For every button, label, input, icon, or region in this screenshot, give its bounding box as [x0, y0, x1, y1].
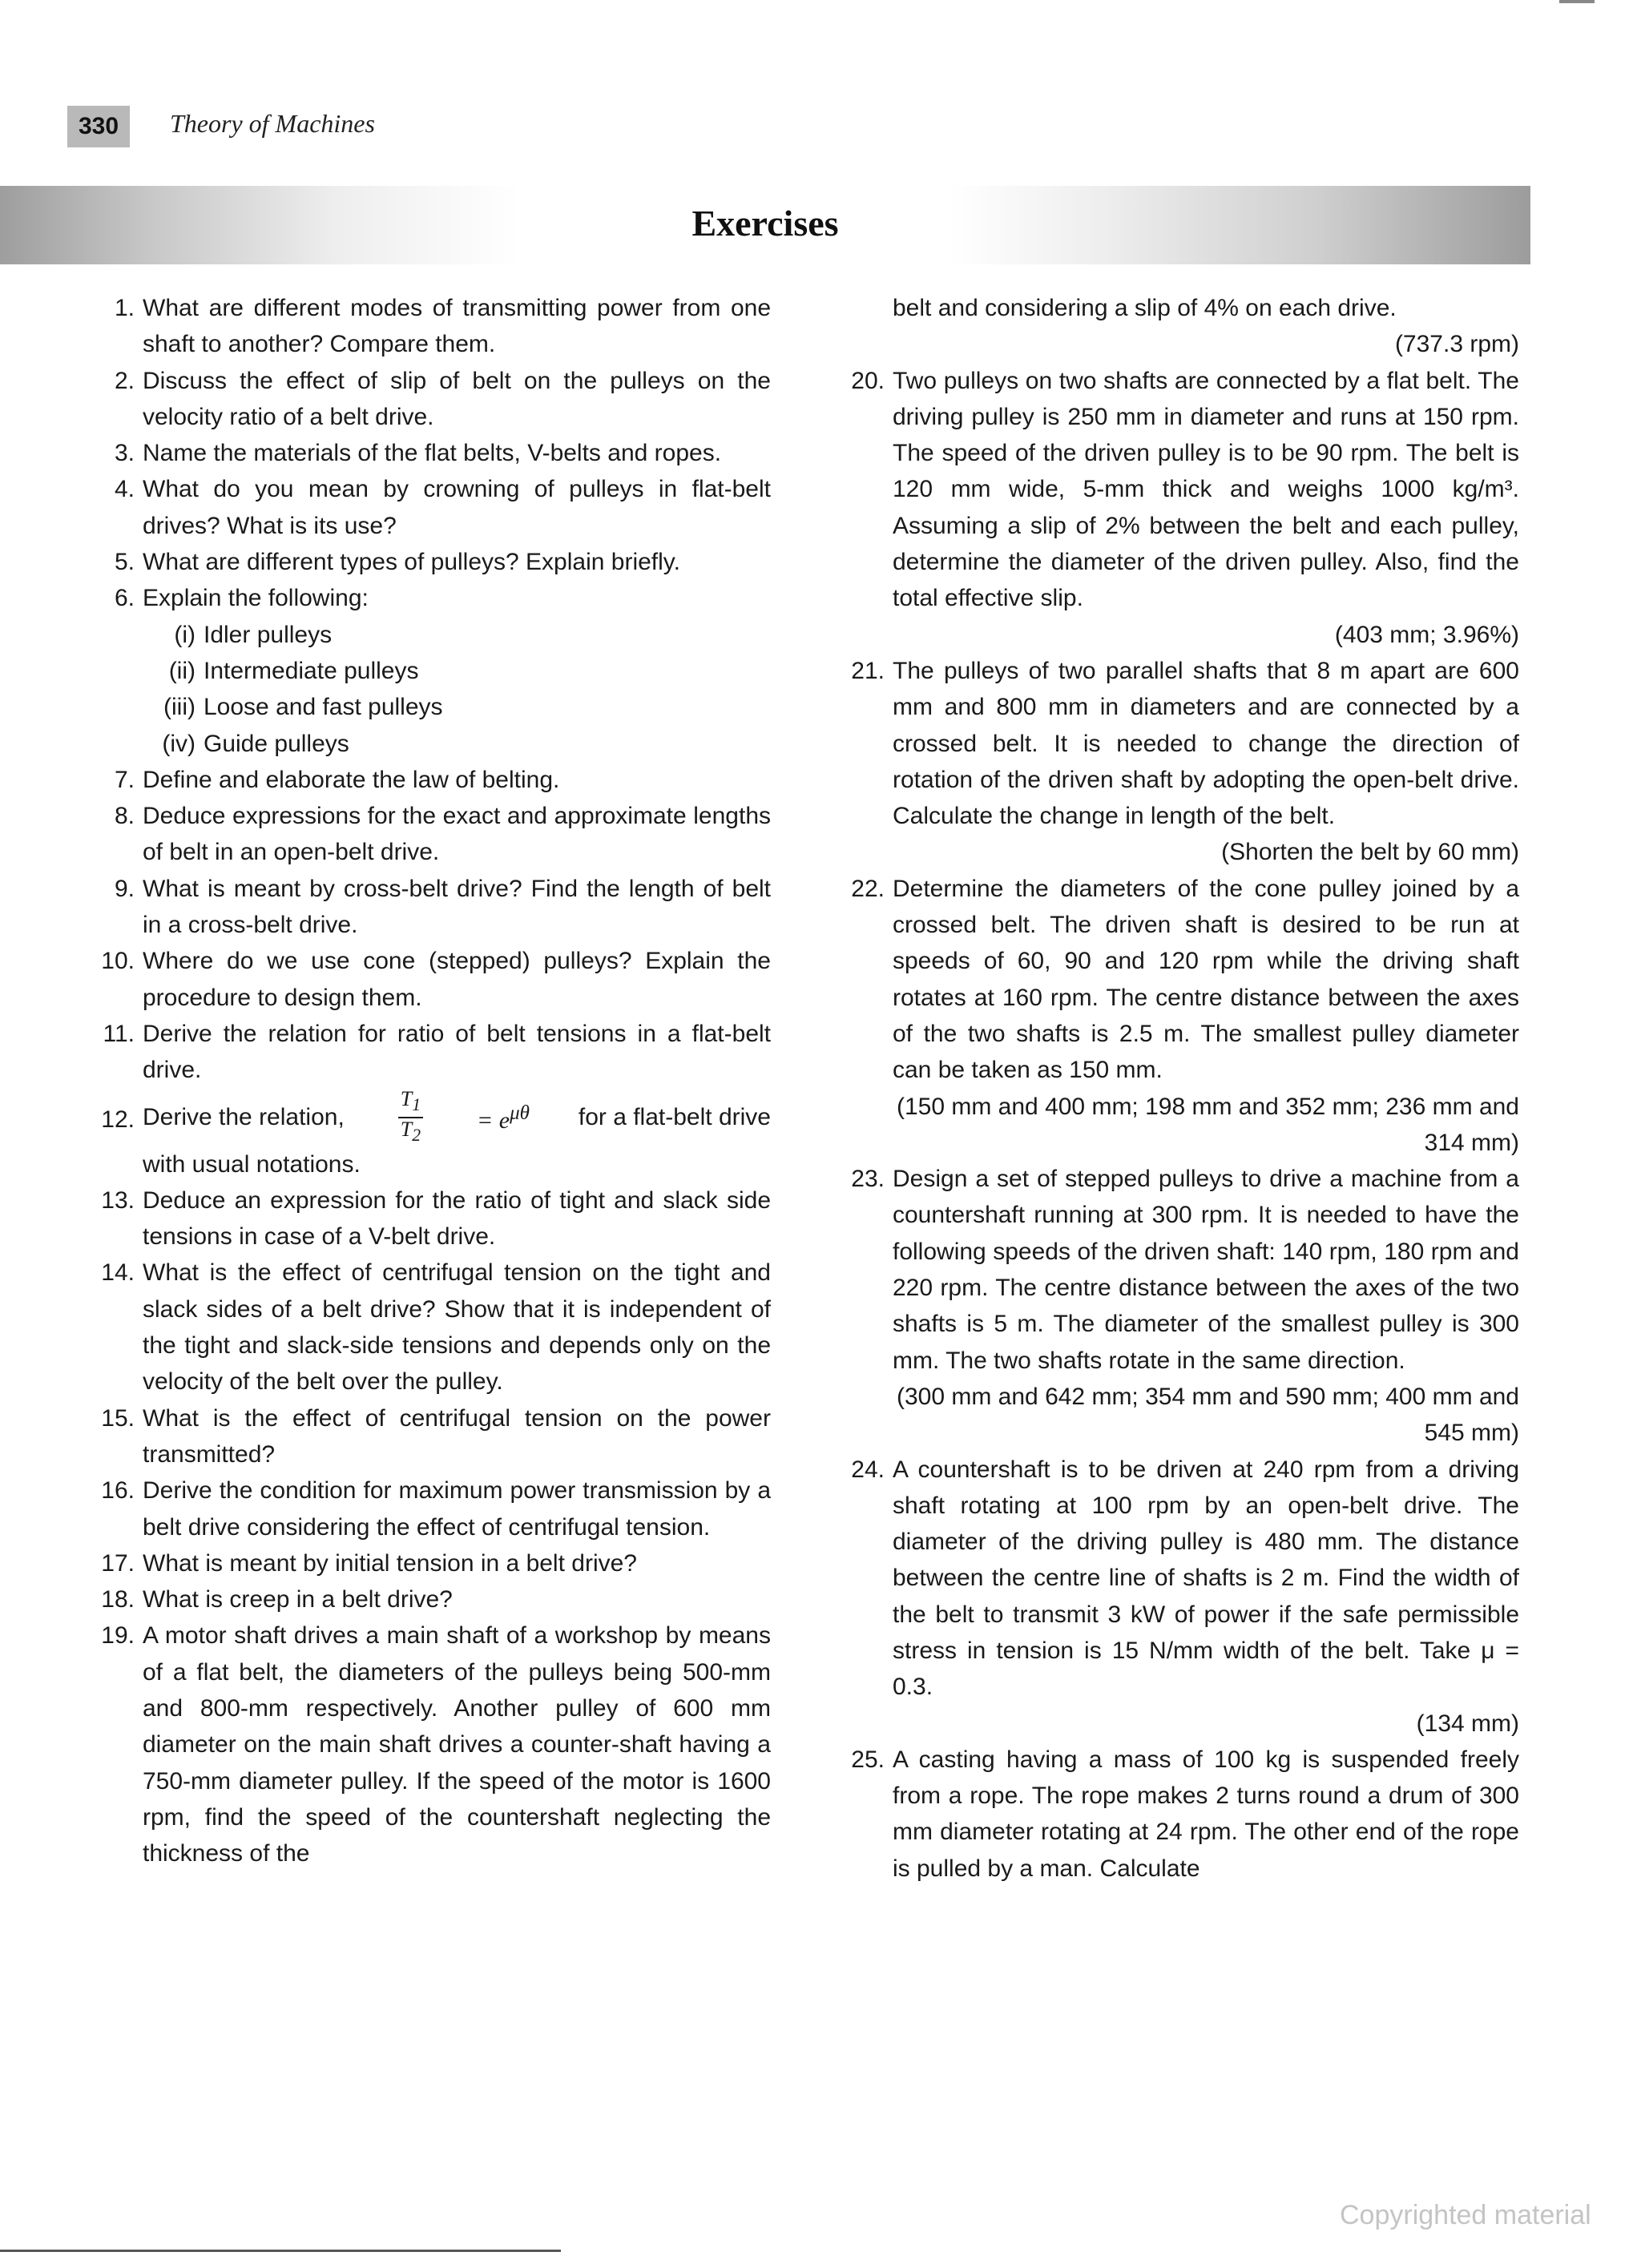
left-column: [88, 290, 771, 1871]
exercise-number: 23.: [851, 1166, 885, 1193]
exercise-item: [838, 1452, 1519, 1742]
exercise-text: What is the effect of centrifugal tension on the tight and slack sides of a belt drive? Show that it is independent of the tight and slack-side tensions and depends only on the velocity of the belt over the pulley.: [143, 1259, 771, 1396]
exercise-number: 18.: [101, 1586, 135, 1613]
exponential-base: = e: [477, 1107, 510, 1134]
exercise-item: [88, 471, 771, 544]
sub-item-roman: (ii): [168, 657, 196, 684]
exercise-number: 5.: [114, 549, 135, 576]
sub-item: [143, 617, 771, 653]
right-column: [838, 290, 1519, 1887]
exercise-text: What is creep in a belt drive?: [143, 1586, 453, 1613]
answer: (403 mm; 3.96%): [1334, 621, 1519, 648]
exercise-number: 22.: [851, 875, 885, 902]
exercise-item: [88, 1581, 771, 1617]
exercise-item: [88, 1255, 771, 1400]
sub-item: [143, 689, 771, 725]
exercise-item: [88, 762, 771, 798]
exercise-number: 24.: [851, 1456, 885, 1483]
exercise-text: Discuss the effect of slip of belt on the pulleys on the velocity ratio of a belt drive.: [143, 367, 771, 430]
exercise-number: 3.: [114, 440, 135, 467]
sub-item-text: Loose and fast pulleys: [204, 694, 443, 721]
exercise-text: A countershaft is to be driven at 240 rpm from a driving shaft rotating at 100 rpm by an open-belt drive. The diameter of the driving pulley is 480 mm. The distance between the centre line of shafts is 2 m. Find the width of the belt to transmit 3 kW of power if the safe permissible stress in tension is 15 N/mm width of the belt. Take μ = 0.3.: [893, 1456, 1519, 1701]
formula-second-line: with usual notations.: [143, 1150, 361, 1178]
exercise-number: 13.: [101, 1186, 135, 1214]
exercise-number: 25.: [851, 1746, 885, 1773]
exercise-number: 20.: [851, 367, 885, 394]
exercise-text: Name the materials of the flat belts, V-belts and ropes.: [143, 440, 722, 467]
exercise-item: [838, 363, 1519, 653]
exercise-item: [88, 435, 771, 471]
exercise-item: [88, 1182, 771, 1255]
answer: (150 mm and 400 mm; 198 mm and 352 mm; 236 mm and 314 mm): [896, 1093, 1519, 1156]
exercise-item: [88, 1472, 771, 1545]
exercise-item: [88, 1545, 771, 1581]
corner-mark: [1559, 0, 1595, 3]
tension-ratio-fraction: [398, 1088, 423, 1146]
exercise-item: [838, 653, 1519, 871]
exercise-text: Explain the following:: [143, 585, 369, 612]
exercise-item: [88, 544, 771, 580]
exercise-item: [838, 1742, 1519, 1887]
page-number: 330: [67, 106, 130, 147]
formula-trail-text: for a flat-belt drive: [578, 1103, 771, 1130]
fraction-denominator: [401, 1118, 421, 1146]
answer: (300 mm and 642 mm; 354 mm and 590 mm; 400 mm and 545 mm): [896, 1383, 1519, 1447]
exercise-text: A motor shaft drives a main shaft of a workshop by means of a flat belt, the diameters of the pulleys being 500-mm and 800-mm respectively. Another pulley of 600 mm diameter on the main shaft drives a counter-shaft having a 750-mm diameter pulley. If the speed of the motor is 1600 rpm, find the speed of the countershaft neglecting the thickness of the: [143, 1622, 771, 1867]
exercise-text: What is the effect of centrifugal tension on the power transmitted?: [143, 1404, 771, 1468]
section-title: Exercises: [691, 203, 839, 244]
exercise-item: [88, 1016, 771, 1089]
exercise-text: Derive the condition for maximum power transmission by a belt drive considering the effect of centrifugal tension.: [143, 1477, 771, 1541]
numerator-subscript: 1: [412, 1095, 421, 1115]
exponential-power: μθ: [510, 1102, 530, 1125]
exercise-item: [88, 871, 771, 944]
sub-item: [143, 726, 771, 762]
section-banner: [0, 186, 1530, 264]
exercise-number: 2.: [114, 367, 135, 394]
exercise-text: Deduce an expression for the ratio of tight and slack side tensions in case of a V-belt drive.: [143, 1186, 771, 1251]
exercise-item: [88, 1617, 771, 1871]
exponential-term: [477, 1095, 530, 1138]
exercise-number: 8.: [114, 803, 135, 830]
continuation-text: belt and considering a slip of 4% on each drive.: [893, 295, 1397, 321]
exercise-number: 4.: [114, 476, 135, 503]
exercise-text: A casting having a mass of 100 kg is suspended freely from a rope. The rope makes 2 turns round a drum of 300 mm diameter rotating at 24 rpm. The other end of the rope is pulled by a man. Calculate: [893, 1746, 1519, 1882]
fraction-numerator: [398, 1088, 423, 1118]
exercise-number: 21.: [851, 657, 885, 684]
exercise-text: What are different types of pulleys? Explain briefly.: [143, 549, 680, 576]
book-title: Theory of Machines: [170, 109, 375, 138]
exercise-number: 17.: [101, 1549, 135, 1577]
exercise-number: 16.: [101, 1477, 135, 1505]
exercise-item: [838, 871, 1519, 1161]
exercise-item: [88, 943, 771, 1016]
exercise-number: 15.: [101, 1404, 135, 1432]
exercise-text: Where do we use cone (stepped) pulleys? Explain the procedure to design them.: [143, 948, 771, 1011]
exercise-text: What is meant by cross-belt drive? Find the length of belt in a cross-belt drive.: [143, 875, 771, 939]
exercise-text: Derive the relation for ratio of belt tensions in a flat-belt drive.: [143, 1020, 771, 1084]
exercise-item: [88, 798, 771, 871]
exercise-text: Define and elaborate the law of belting.: [143, 766, 560, 793]
exercise-item: [88, 290, 771, 363]
exercise-item: [88, 1089, 771, 1182]
footer-rule: [0, 2250, 561, 2252]
exercise-text: Design a set of stepped pulleys to drive a machine from a countershaft running at 300 rpm. It is needed to have the following speeds of the driven shaft: 140 rpm, 180 rpm and 220 rpm. The centre distance between the axes of the two shafts is 5 m. The diameter of the smallest pulley is 300 mm. The two shafts rotate in the same direction.: [893, 1166, 1519, 1374]
formula-lead-text: Derive the relation,: [143, 1103, 345, 1130]
exercise-item: [88, 580, 771, 761]
formula-line: [143, 1089, 771, 1146]
answer: (Shorten the belt by 60 mm): [1221, 839, 1519, 866]
copyright-watermark: Copyrighted material: [1340, 2200, 1591, 2230]
sub-item-roman: (i): [174, 621, 196, 648]
exercise-text: Deduce expressions for the exact and approximate lengths of belt in an open-belt drive.: [143, 803, 771, 866]
exercise-item: [88, 1400, 771, 1473]
answer: (737.3 rpm): [1394, 331, 1519, 358]
sub-item-text: Idler pulleys: [204, 621, 333, 648]
exercise-continuation: [838, 290, 1519, 363]
exercise-number: 14.: [101, 1259, 135, 1287]
sub-item-text: Intermediate pulleys: [204, 657, 419, 684]
exercise-item: [838, 1161, 1519, 1451]
exercise-text: What are different modes of transmitting power from one shaft to another? Compare them.: [143, 295, 771, 358]
answer: (134 mm): [1416, 1710, 1519, 1737]
exercise-text: What is meant by initial tension in a belt drive?: [143, 1549, 637, 1577]
sub-item: [143, 653, 771, 689]
exercise-number: 9.: [114, 875, 135, 902]
denominator-subscript: 2: [412, 1125, 421, 1145]
exercise-text: The pulleys of two parallel shafts that 8 m apart are 600 mm and 800 mm in diameters and are connected by a crossed belt. It is needed to change the direction of rotation of the driven shaft by adopting the open-belt drive. Calculate the change in length of the belt.: [893, 657, 1519, 830]
exercise-number: 1.: [114, 295, 135, 321]
exercise-number: 6.: [114, 585, 135, 612]
sub-item-text: Guide pulleys: [204, 730, 349, 757]
exercise-number: 12.: [101, 1106, 135, 1133]
exercise-number: 7.: [114, 766, 135, 793]
sub-item-roman: (iii): [163, 694, 196, 721]
exercise-number: 10.: [101, 948, 135, 975]
exercise-text: Two pulleys on two shafts are connected by a flat belt. The driving pulley is 250 mm in diameter and runs at 150 rpm. The speed of the driven pulley is to be 90 rpm. The belt is 120 mm wide, 5-mm thick and weighs 1000 kg/m³. Assuming a slip of 2% between the belt and each pulley, determine the diameter of the driven pulley. Also, find the total effective slip.: [893, 367, 1519, 612]
exercise-text: Determine the diameters of the cone pulley joined by a crossed belt. The driven shaft is desired to be run at speeds of 60, 90 and 120 rpm while the driving shaft rotates at 160 rpm. The centre distance between the axes of the two shafts is 2.5 m. The smallest pulley diameter can be taken as 150 mm.: [893, 875, 1519, 1084]
exercise-number: 11.: [103, 1020, 135, 1047]
numerator-symbol: T: [400, 1087, 413, 1111]
denominator-symbol: T: [400, 1117, 413, 1141]
sub-item-roman: (iv): [162, 730, 196, 757]
exercise-text: What do you mean by crowning of pulleys in flat-belt drives? What is its use?: [143, 476, 771, 539]
exercise-number: 19.: [101, 1622, 135, 1650]
exercise-item: [88, 363, 771, 436]
